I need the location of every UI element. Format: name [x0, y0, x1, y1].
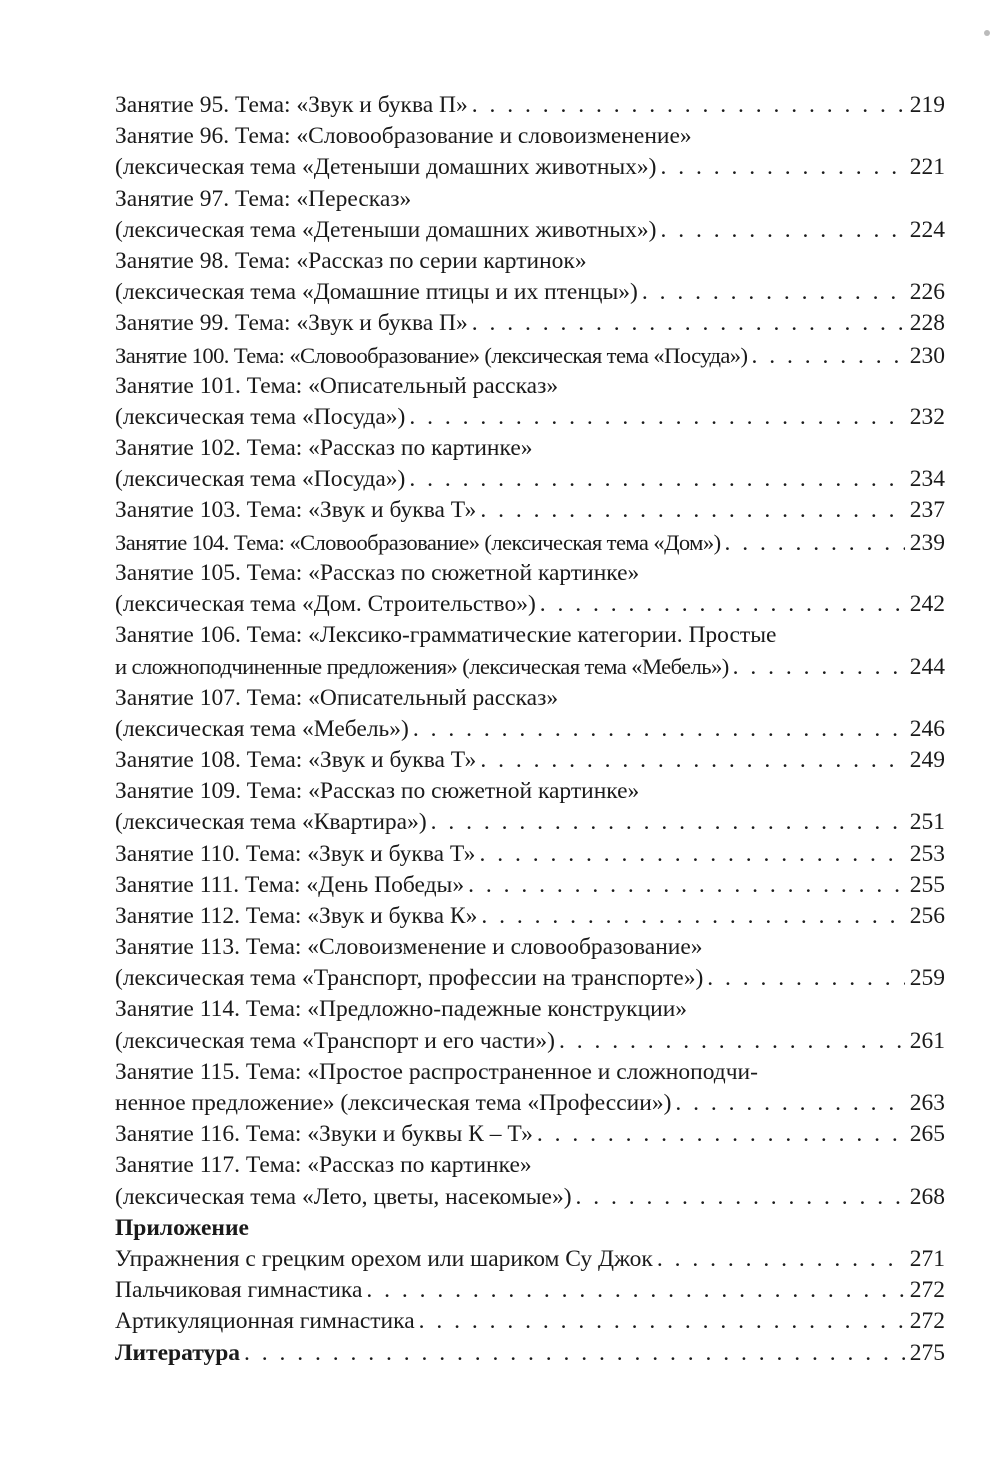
- toc-page-number: 263: [909, 1090, 945, 1116]
- dot-leader: [537, 1119, 905, 1150]
- toc-entry-title: (лексическая тема «Мебель»): [115, 715, 409, 742]
- toc-page-number: 265: [909, 1121, 945, 1148]
- toc-entry-98[interactable]: [115, 246, 945, 277]
- toc-entry-title: Занятие 96. Тема: «Словообразование и словоизменение»: [115, 123, 692, 150]
- dot-leader: [661, 215, 905, 246]
- toc-entry-102-cont[interactable]: [115, 464, 945, 495]
- toc-entry-title: Занятие 95. Тема: «Звук и буква П»: [115, 92, 468, 118]
- toc-entry-97[interactable]: [115, 184, 945, 215]
- toc-entry-95[interactable]: [115, 90, 945, 121]
- toc-entry-title: ненное предложение» (лексическая тема «Профессии»): [115, 1090, 672, 1116]
- dot-leader: [657, 1244, 905, 1275]
- toc-entry-title: Занятие 111. Тема: «День Победы»: [115, 871, 465, 898]
- dot-leader: [419, 1306, 905, 1337]
- toc-entry-102[interactable]: [115, 433, 945, 464]
- toc-entry-title: (лексическая тема «Квартира»): [115, 809, 427, 836]
- toc-entry-title: Занятие 97. Тема: «Пересказ»: [115, 185, 412, 212]
- toc-entry-appendix-3[interactable]: [115, 1306, 945, 1337]
- dot-leader: [733, 652, 905, 683]
- toc-entry-113-cont[interactable]: [115, 963, 945, 994]
- toc-entry-112[interactable]: [115, 901, 945, 932]
- toc-entry-99[interactable]: [115, 308, 945, 339]
- toc-entry-116[interactable]: [115, 1119, 945, 1150]
- toc-page-number: 272: [909, 1308, 945, 1335]
- dot-leader: [642, 277, 905, 308]
- toc-entry-107[interactable]: [115, 683, 945, 714]
- toc-entry-114[interactable]: [115, 994, 945, 1025]
- toc-entry-title: (лексическая тема «Детеныши домашних животных»): [115, 216, 657, 243]
- toc-entry-title: Занятие 100. Тема: «Словообразование» (лексическая тема «Посуда»): [115, 342, 748, 368]
- dot-leader: [725, 528, 906, 559]
- scan-speck: [984, 30, 990, 36]
- toc-entry-title: Занятие 113. Тема: «Словоизменение и словообразование»: [115, 934, 703, 961]
- toc-entry-title: Занятие 103. Тема: «Звук и буква Т»: [115, 497, 477, 524]
- toc-page-number: 275: [909, 1339, 945, 1366]
- toc-entry-108[interactable]: [115, 745, 945, 776]
- toc-entry-97-cont[interactable]: [115, 215, 945, 246]
- toc-page-number: 219: [909, 92, 945, 118]
- toc-entry-title: (лексическая тема «Лето, цветы, насекомые»): [115, 1183, 572, 1210]
- toc-page-number: 226: [909, 279, 945, 306]
- dot-leader: [409, 402, 905, 433]
- toc-entry-101-cont[interactable]: [115, 402, 945, 433]
- toc-entry-98-cont[interactable]: [115, 277, 945, 308]
- toc-entry-title: Занятие 115. Тема: «Простое распространенное и сложноподчи-: [115, 1058, 758, 1085]
- toc-entry-title: Занятие 99. Тема: «Звук и буква П»: [115, 310, 468, 337]
- toc-entry-113[interactable]: [115, 932, 945, 963]
- toc-entry-title: Занятие 104. Тема: «Словообразование» (лексическая тема «Дом»): [115, 529, 721, 555]
- toc-entry-title: Занятие 102. Тема: «Рассказ по картинке»: [115, 435, 533, 462]
- toc-entry-title: Занятие 110. Тема: «Звук и буква Т»: [115, 840, 476, 867]
- toc-entry-107-cont[interactable]: [115, 714, 945, 745]
- toc-page-number: 230: [909, 342, 945, 369]
- dot-leader: [675, 1088, 905, 1119]
- toc-entry-title: Занятие 116. Тема: «Звуки и буквы К – Т»: [115, 1121, 533, 1148]
- dot-leader: [413, 714, 905, 745]
- dot-leader: [244, 1338, 905, 1369]
- dot-leader: [409, 464, 905, 495]
- toc-entry-title: Занятие 109. Тема: «Рассказ по сюжетной картинке»: [115, 778, 640, 805]
- toc-page-number: 242: [909, 591, 945, 617]
- toc-entry-96-cont[interactable]: [115, 152, 945, 183]
- dot-leader: [472, 308, 905, 339]
- toc-entry-title: и сложноподчиненные предложения» (лексическая тема «Мебель»): [115, 654, 729, 680]
- toc-entry-101[interactable]: [115, 371, 945, 402]
- toc-page-number: 232: [909, 403, 945, 430]
- toc-section-literature[interactable]: [115, 1338, 945, 1369]
- toc-entry-title: (лексическая тема «Детеныши домашних животных»): [115, 154, 657, 181]
- toc-entry-115-cont[interactable]: [115, 1088, 945, 1119]
- toc-entry-title: Артикуляционная гимнастика: [115, 1308, 415, 1335]
- dot-leader: [481, 901, 905, 932]
- toc-entry-title: Занятие 101. Тема: «Описательный рассказ»: [115, 372, 559, 399]
- dot-leader: [751, 341, 905, 372]
- toc-page-number: 249: [909, 746, 945, 773]
- toc-page-number: 224: [909, 216, 945, 243]
- toc-page-number: 261: [909, 1027, 945, 1054]
- toc-page-number: 228: [909, 310, 945, 337]
- toc-entry-appendix-2[interactable]: [115, 1275, 945, 1306]
- toc-page-number: 253: [909, 840, 945, 867]
- toc-entry-title: Занятие 108. Тема: «Звук и буква Т»: [115, 746, 477, 773]
- dot-leader: [431, 807, 905, 838]
- toc-entry-appendix-1[interactable]: [115, 1244, 945, 1275]
- dot-leader: [468, 870, 905, 901]
- toc-entry-117[interactable]: [115, 1150, 945, 1181]
- toc-entry-109-cont[interactable]: [115, 807, 945, 838]
- toc-entry-110[interactable]: [115, 839, 945, 870]
- toc-page-number: 259: [909, 965, 945, 992]
- toc-entry-103[interactable]: [115, 495, 945, 526]
- toc-entry-title: Занятие 106. Тема: «Лексико-грамматические категории. Простые: [115, 622, 777, 649]
- toc-entry-title: (лексическая тема «Транспорт и его части»): [115, 1027, 555, 1054]
- dot-leader: [366, 1275, 905, 1306]
- toc-entry-title: Занятие 105. Тема: «Рассказ по сюжетной картинке»: [115, 559, 640, 586]
- toc-page-number: 256: [909, 902, 945, 929]
- toc-page-number: 268: [909, 1183, 945, 1210]
- toc-page-number: 271: [909, 1245, 945, 1272]
- toc-entry-title: Занятие 112. Тема: «Звук и буква К»: [115, 902, 478, 929]
- toc-entry-title: Занятие 98. Тема: «Рассказ по серии картинок»: [115, 247, 587, 274]
- dot-leader: [480, 745, 905, 776]
- toc-page-number: 234: [909, 466, 945, 493]
- toc-entry-title: Занятие 117. Тема: «Рассказ по картинке»: [115, 1152, 532, 1179]
- toc-page-number: 221: [909, 154, 945, 181]
- toc-entry-title: Пальчиковая гимнастика: [115, 1277, 363, 1304]
- toc-entry-117-cont[interactable]: [115, 1182, 945, 1213]
- toc-entry-title: (лексическая тема «Дом. Строительство»): [115, 591, 536, 617]
- toc-entry-109[interactable]: [115, 776, 945, 807]
- toc-page-number: 246: [909, 715, 945, 742]
- toc-page-number: 272: [909, 1277, 945, 1304]
- toc-page-number: 239: [909, 529, 945, 556]
- toc-entry-105-cont[interactable]: [115, 589, 945, 620]
- toc-entry-title: Занятие 114. Тема: «Предложно-падежные конструкции»: [115, 996, 688, 1023]
- table-of-contents: [115, 90, 945, 1369]
- toc-entry-115[interactable]: [115, 1057, 945, 1088]
- toc-entry-114-cont[interactable]: [115, 1026, 945, 1057]
- toc-entry-96[interactable]: [115, 121, 945, 152]
- dot-leader: [707, 963, 905, 994]
- toc-entry-title: (лексическая тема «Домашние птицы и их птенцы»): [115, 279, 638, 306]
- toc-section-appendix[interactable]: [115, 1213, 945, 1244]
- toc-entry-title: (лексическая тема «Посуда»): [115, 403, 406, 430]
- toc-entry-title: (лексическая тема «Транспорт, профессии на транспорте»): [115, 965, 704, 992]
- toc-entry-title: (лексическая тема «Посуда»): [115, 466, 406, 493]
- toc-page-number: 251: [909, 809, 945, 836]
- dot-leader: [576, 1182, 905, 1213]
- toc-page-number: 237: [909, 497, 945, 524]
- toc-entry-104[interactable]: [115, 527, 945, 558]
- dot-leader: [480, 495, 905, 526]
- dot-leader: [540, 589, 905, 620]
- dot-leader: [661, 152, 905, 183]
- toc-page-number: 255: [909, 871, 945, 898]
- toc-entry-title: Упражнения с грецким орехом или шариком Су Джок: [115, 1245, 653, 1272]
- toc-section-heading: Литература: [115, 1339, 241, 1366]
- toc-entry-111[interactable]: [115, 870, 945, 901]
- toc-entry-106-cont[interactable]: [115, 651, 945, 682]
- dot-leader: [559, 1026, 905, 1057]
- toc-entry-105[interactable]: [115, 558, 945, 589]
- toc-entry-title: Занятие 107. Тема: «Описательный рассказ»: [115, 684, 559, 711]
- toc-page-number: 244: [909, 654, 945, 681]
- dot-leader: [472, 90, 905, 121]
- toc-entry-106[interactable]: [115, 620, 945, 651]
- toc-entry-100[interactable]: [115, 340, 945, 371]
- dot-leader: [479, 839, 905, 870]
- toc-section-heading: Приложение: [115, 1214, 249, 1241]
